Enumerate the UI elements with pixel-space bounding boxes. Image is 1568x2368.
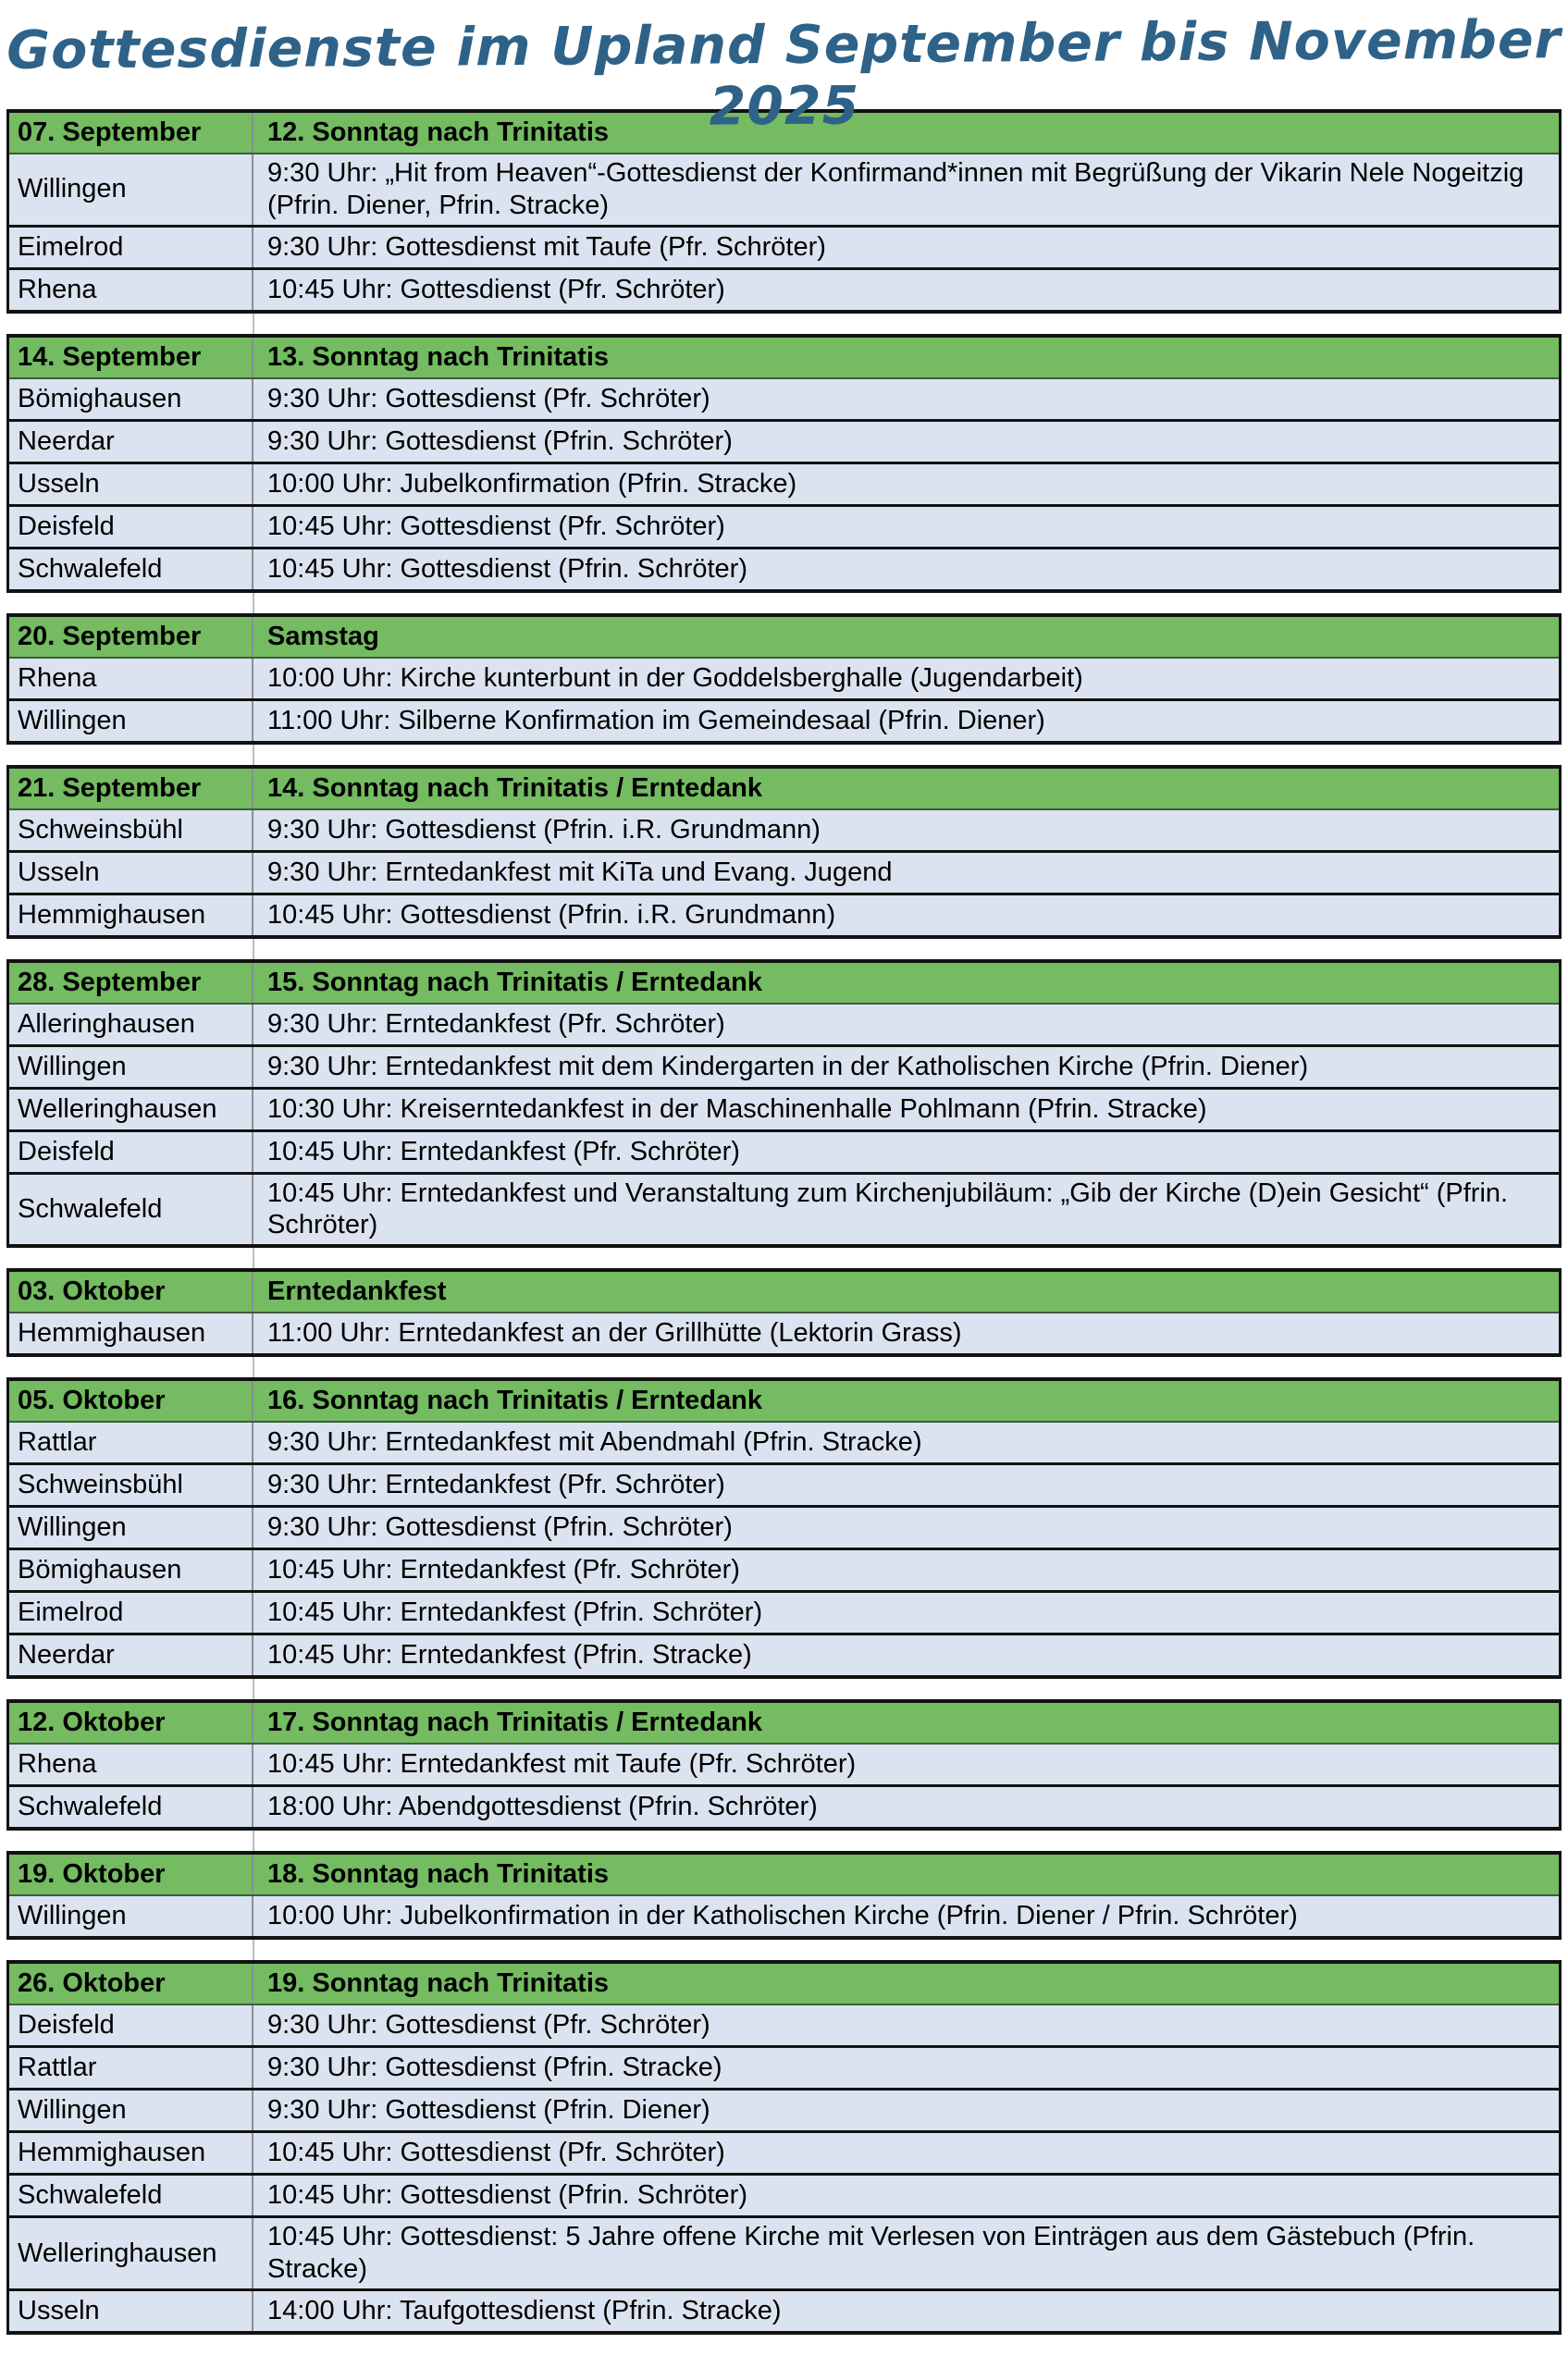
service-row	[9, 698, 1559, 741]
place-cell: Usseln	[9, 464, 253, 504]
block-date: 21. September	[9, 769, 253, 808]
service-row	[9, 504, 1559, 547]
date-block	[6, 765, 1562, 939]
event-cell: 10:30 Uhr: Kreiserntedankfest in der Maschinenhalle Pohlmann (Pfrin. Stracke)	[267, 1093, 1207, 1124]
place-cell: Willingen	[9, 154, 253, 225]
block-header-row	[9, 963, 1559, 1003]
service-row	[9, 850, 1559, 893]
place-cell: Neerdar	[9, 422, 253, 462]
service-row	[9, 2045, 1559, 2088]
service-schedule-table	[6, 109, 1562, 2335]
block-heading: 18. Sonntag nach Trinitatis	[267, 1859, 610, 1890]
block-heading: 19. Sonntag nach Trinitatis	[267, 1968, 610, 1999]
place-cell: Deisfeld	[9, 1132, 253, 1172]
date-block	[6, 1851, 1562, 1940]
place-cell: Welleringhausen	[9, 2218, 253, 2288]
block-header-row	[9, 1855, 1559, 1894]
service-row	[9, 2088, 1559, 2130]
block-date: 14. September	[9, 338, 253, 377]
service-row	[9, 2130, 1559, 2173]
event-cell: 9:30 Uhr: Gottesdienst (Pfr. Schröter)	[267, 2010, 710, 2041]
event-cell: 10:45 Uhr: Gottesdienst (Pfrin. Schröter)	[267, 2180, 747, 2211]
block-header-row	[9, 617, 1559, 657]
event-cell: 10:45 Uhr: Erntedankfest mit Taufe (Pfr. Schröter)	[267, 1749, 857, 1780]
event-cell: 10:45 Uhr: Gottesdienst (Pfr. Schröter)	[267, 511, 725, 541]
block-date: 05. Oktober	[9, 1381, 253, 1421]
block-spacer	[6, 1831, 1562, 1851]
block-heading: 13. Sonntag nach Trinitatis	[267, 341, 610, 372]
block-date: 28. September	[9, 963, 253, 1003]
event-cell: 10:45 Uhr: Erntedankfest und Veranstaltung zum Kirchenjubiläum: „Gib der Kirche (D)ein Gesicht“ (Pfrin. Schröter)	[267, 1178, 1509, 1240]
block-heading: 12. Sonntag nach Trinitatis	[267, 117, 610, 148]
place-cell: Willingen	[9, 1896, 253, 1936]
date-block	[6, 1960, 1562, 2335]
service-row	[9, 1784, 1559, 1827]
block-spacer	[6, 745, 1562, 765]
event-cell: 10:45 Uhr: Gottesdienst (Pfr. Schröter)	[267, 2138, 725, 2168]
block-spacer	[6, 939, 1562, 959]
block-date: 20. September	[9, 617, 253, 657]
event-cell: 10:45 Uhr: Erntedankfest (Pfr. Schröter)	[267, 1136, 740, 1166]
place-cell: Deisfeld	[9, 507, 253, 547]
event-cell: 10:00 Uhr: Kirche kunterbunt in der Goddelsberghalle (Jugendarbeit)	[267, 662, 1083, 693]
place-cell: Usseln	[9, 2291, 253, 2331]
service-row	[9, 1421, 1559, 1462]
date-block	[6, 959, 1562, 1249]
block-header-row	[9, 1703, 1559, 1743]
service-row	[9, 1590, 1559, 1633]
block-header-row	[9, 1964, 1559, 2004]
service-row	[9, 1129, 1559, 1172]
place-cell: Rhena	[9, 1745, 253, 1784]
event-cell: 9:30 Uhr: Erntedankfest mit Abendmahl (Pfrin. Stracke)	[267, 1427, 922, 1458]
event-cell: 9:30 Uhr: Erntedankfest mit KiTa und Evang. Jugend	[267, 857, 893, 887]
place-cell: Schweinsbühl	[9, 810, 253, 850]
block-heading: 14. Sonntag nach Trinitatis / Erntedank	[267, 772, 762, 803]
place-cell: Deisfeld	[9, 2005, 253, 2045]
event-cell: 9:30 Uhr: Gottesdienst (Pfr. Schröter)	[267, 383, 710, 413]
event-cell: 10:45 Uhr: Gottesdienst (Pfrin. Schröter)	[267, 553, 747, 584]
date-block	[6, 1377, 1562, 1679]
event-cell: 10:45 Uhr: Erntedankfest (Pfrin. Schröter)	[267, 1597, 763, 1628]
place-cell: Hemmighausen	[9, 895, 253, 935]
service-row	[9, 1003, 1559, 1044]
block-date: 03. Oktober	[9, 1272, 253, 1312]
place-cell: Rattlar	[9, 1423, 253, 1462]
service-row	[9, 462, 1559, 504]
service-row	[9, 2215, 1559, 2288]
place-cell: Hemmighausen	[9, 1314, 253, 1353]
place-cell: Schwalefeld	[9, 1787, 253, 1827]
place-cell: Schwalefeld	[9, 2176, 253, 2215]
place-cell: Eimelrod	[9, 1593, 253, 1633]
service-row	[9, 377, 1559, 419]
place-cell: Willingen	[9, 1508, 253, 1548]
place-cell: Schweinsbühl	[9, 1465, 253, 1505]
service-row	[9, 267, 1559, 310]
service-row	[9, 1087, 1559, 1129]
service-row	[9, 1548, 1559, 1590]
service-row	[9, 657, 1559, 698]
block-date: 26. Oktober	[9, 1964, 253, 2004]
service-row	[9, 153, 1559, 225]
place-cell: Rhena	[9, 659, 253, 698]
block-spacer	[6, 314, 1562, 334]
block-date: 19. Oktober	[9, 1855, 253, 1894]
event-cell: 9:30 Uhr: Gottesdienst (Pfrin. Diener)	[267, 2095, 710, 2126]
date-block	[6, 334, 1562, 593]
event-cell: 10:00 Uhr: Jubelkonfirmation in der Katholischen Kirche (Pfrin. Diener / Pfrin. Schröter)	[267, 1901, 1298, 1931]
event-cell: 10:45 Uhr: Erntedankfest (Pfr. Schröter)	[267, 1555, 740, 1585]
event-cell: 10:45 Uhr: Gottesdienst (Pfr. Schröter)	[267, 274, 725, 304]
place-cell: Schwalefeld	[9, 1175, 253, 1245]
block-heading: Erntedankfest	[267, 1276, 447, 1307]
service-row	[9, 2288, 1559, 2331]
place-cell: Eimelrod	[9, 228, 253, 267]
block-spacer	[6, 1940, 1562, 1960]
date-block	[6, 613, 1562, 745]
service-row	[9, 419, 1559, 462]
event-cell: 11:00 Uhr: Erntedankfest an der Grillhütte (Lektorin Grass)	[267, 1318, 962, 1349]
event-cell: 9:30 Uhr: „Hit from Heaven“-Gottesdienst der Konfirmand*innen mit Begrüßung der Vikarin Nele Nogeitzig (Pfrin. Diener, Pfrin. Stracke)	[267, 158, 1525, 220]
place-cell: Schwalefeld	[9, 549, 253, 589]
event-cell: 10:00 Uhr: Jubelkonfirmation (Pfrin. Stracke)	[267, 468, 797, 499]
event-cell: 9:30 Uhr: Erntedankfest (Pfr. Schröter)	[267, 1470, 725, 1500]
event-cell: 9:30 Uhr: Gottesdienst (Pfrin. i.R. Grundmann)	[267, 814, 821, 845]
place-cell: Willingen	[9, 701, 253, 741]
event-cell: 9:30 Uhr: Erntedankfest (Pfr. Schröter)	[267, 1008, 725, 1039]
event-cell: 9:30 Uhr: Gottesdienst (Pfrin. Schröter)	[267, 1512, 733, 1543]
service-row	[9, 1044, 1559, 1087]
block-heading: 15. Sonntag nach Trinitatis / Erntedank	[267, 967, 762, 997]
event-cell: 9:30 Uhr: Erntedankfest mit dem Kindergarten in der Katholischen Kirche (Pfrin. Diener)	[267, 1051, 1309, 1081]
place-cell: Rhena	[9, 270, 253, 310]
place-cell: Welleringhausen	[9, 1090, 253, 1129]
block-date: 12. Oktober	[9, 1703, 253, 1743]
service-row	[9, 1633, 1559, 1675]
service-row	[9, 1743, 1559, 1784]
block-header-row	[9, 769, 1559, 808]
place-cell: Hemmighausen	[9, 2133, 253, 2173]
place-cell: Willingen	[9, 1047, 253, 1087]
place-cell: Neerdar	[9, 1635, 253, 1675]
block-header-row	[9, 338, 1559, 377]
page-title: Gottesdienste im Upland September bis November 2025	[6, 9, 1562, 138]
block-date: 07. September	[9, 113, 253, 153]
event-cell: 9:30 Uhr: Gottesdienst (Pfrin. Stracke)	[267, 2053, 722, 2083]
event-cell: 9:30 Uhr: Gottesdienst (Pfrin. Schröter)	[267, 426, 733, 456]
event-cell: 9:30 Uhr: Gottesdienst mit Taufe (Pfr. Schröter)	[267, 231, 826, 262]
block-spacer	[6, 1248, 1562, 1268]
event-cell: 18:00 Uhr: Abendgottesdienst (Pfrin. Schröter)	[267, 1792, 818, 1822]
service-row	[9, 893, 1559, 935]
block-spacer	[6, 1679, 1562, 1699]
block-heading: 17. Sonntag nach Trinitatis / Erntedank	[267, 1708, 762, 1738]
date-block	[6, 1268, 1562, 1357]
place-cell: Willingen	[9, 2090, 253, 2130]
block-header-row	[9, 1381, 1559, 1421]
service-row	[9, 1894, 1559, 1936]
service-row	[9, 1505, 1559, 1548]
event-cell: 11:00 Uhr: Silberne Konfirmation im Gemeindesaal (Pfrin. Diener)	[267, 705, 1045, 735]
block-spacer	[6, 1357, 1562, 1377]
service-row	[9, 547, 1559, 589]
block-heading: Samstag	[267, 621, 379, 651]
service-row	[9, 225, 1559, 267]
block-spacer	[6, 593, 1562, 613]
place-cell: Usseln	[9, 853, 253, 893]
event-cell: 10:45 Uhr: Gottesdienst (Pfrin. i.R. Grundmann)	[267, 899, 836, 930]
event-cell: 14:00 Uhr: Taufgottesdienst (Pfrin. Stracke)	[267, 2295, 782, 2325]
service-row	[9, 1172, 1559, 1245]
place-cell: Bömighausen	[9, 379, 253, 419]
block-header-row	[9, 1272, 1559, 1312]
place-cell: Alleringhausen	[9, 1005, 253, 1044]
event-cell: 10:45 Uhr: Erntedankfest (Pfrin. Stracke)	[267, 1640, 752, 1671]
service-row	[9, 1312, 1559, 1353]
date-block	[6, 1699, 1562, 1831]
service-row	[9, 2173, 1559, 2215]
place-cell: Bömighausen	[9, 1550, 253, 1590]
event-cell: 10:45 Uhr: Gottesdienst: 5 Jahre offene Kirche mit Verlesen von Einträgen aus dem Gästebuch (Pfrin. Stracke)	[267, 2222, 1475, 2284]
block-heading: 16. Sonntag nach Trinitatis / Erntedank	[267, 1386, 762, 1416]
service-row	[9, 808, 1559, 850]
service-row	[9, 2004, 1559, 2045]
date-block	[6, 109, 1562, 314]
service-row	[9, 1462, 1559, 1505]
place-cell: Rattlar	[9, 2048, 253, 2088]
